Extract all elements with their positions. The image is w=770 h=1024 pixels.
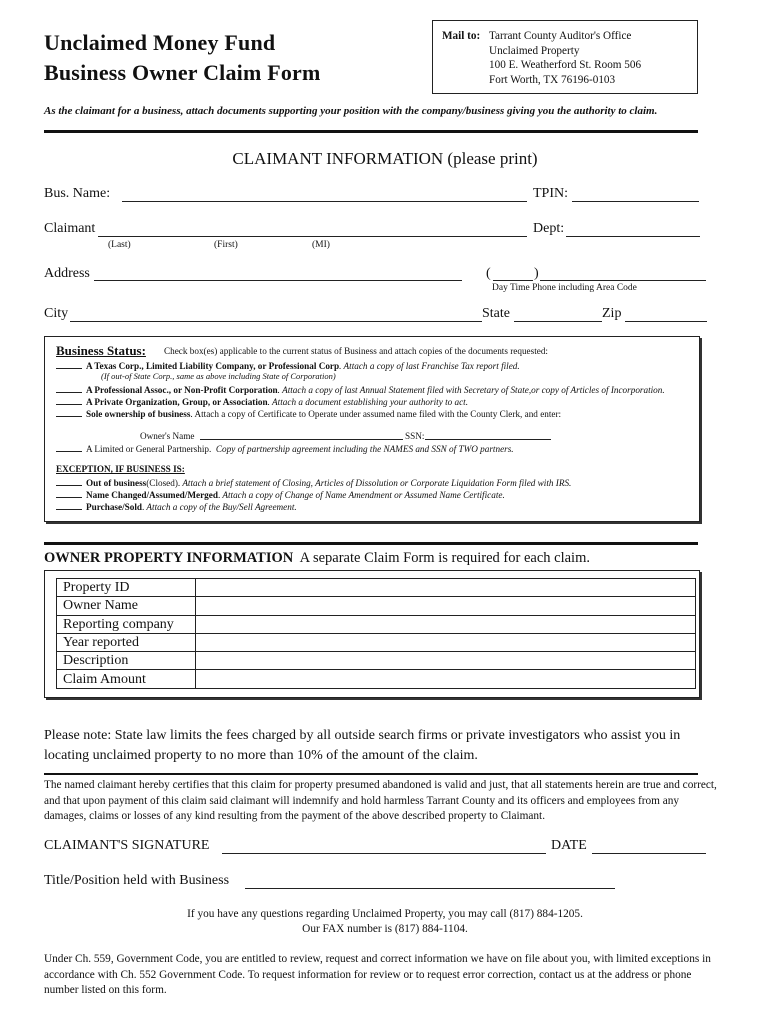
status-item [56,407,561,421]
form-title-line1: Unclaimed Money Fund [44,30,276,55]
mail-line: Tarrant County Auditor's Office [489,30,632,42]
phone-caption: Day Time Phone including Area Code [492,283,637,293]
status-checkbox[interactable] [56,442,82,452]
description-cell[interactable] [196,652,696,670]
status-item-label: A Private Organization, Group, or Association [86,397,268,407]
status-checkbox[interactable] [56,359,82,369]
row-label: Reporting company [57,615,196,633]
zip-field[interactable] [625,321,707,322]
mail-to-box [432,20,698,94]
phone-close-paren: ) [534,266,539,281]
claim-amount-cell[interactable] [196,670,696,688]
tpin-label: TPIN: [533,186,568,201]
owner-name-cell[interactable] [196,597,696,615]
dept-field[interactable] [566,236,700,237]
first-caption: (First) [214,240,238,250]
exception-label: Name Changed/Assumed/Merged [86,490,218,500]
owner-heading-row [44,550,590,567]
row-label: Claim Amount [57,670,196,688]
city-field[interactable] [70,321,482,322]
claimant-label: Claimant [44,221,96,236]
mail-address [489,29,641,87]
mail-to-label: Mail to: [442,30,481,42]
status-item-note: . Attach a copy of last Annual Statement filed with Secretary of State,or copy of Articles of Incorporation. [277,385,665,395]
claimant-name-field[interactable] [98,236,527,237]
status-item-note: . Attach a document establishing your authority to act. [267,397,469,407]
ssn-field[interactable] [425,439,551,440]
exception-plain: (Closed). [146,478,181,488]
reporting-company-cell[interactable] [196,615,696,633]
status-item-label: A Professional Assoc., or Non-Profit Corporation [86,385,278,395]
table-row [57,670,696,688]
city-label: City [44,306,69,321]
title-position-field[interactable] [245,888,615,889]
claimant-heading: CLAIMANT INFORMATION (please print) [232,149,538,168]
date-label: DATE [551,838,587,853]
divider [44,773,698,775]
state-field[interactable] [514,321,602,322]
exception-label: Out of business [86,478,147,488]
status-item-label: Sole ownership of business [86,409,191,419]
property-table [56,578,696,689]
address-label: Address [44,266,90,281]
mail-line: Fort Worth, TX 76196-0103 [489,73,616,86]
partnership-item [56,442,514,456]
property-id-field[interactable] [196,579,696,597]
out-of-state-note: (If out-of State Corp., same as above including State of Corporation) [101,371,336,381]
exception-checkbox[interactable] [56,488,82,498]
table-row [57,615,696,633]
phone-field[interactable] [540,280,706,281]
exception-checkbox[interactable] [56,500,82,510]
exception-label: Purchase/Sold [86,502,142,512]
exception-note: Attach a brief statement of Closing, Articles of Dissolution or Corporate Liquidation Form filed with IRS. [180,478,572,488]
exception-plain: . [217,490,221,500]
owner-heading: OWNER PROPERTY INFORMATION [44,550,294,566]
table-row [57,579,696,597]
row-label: Description [57,652,196,670]
status-checkbox[interactable] [56,383,82,393]
zip-label: Zip [602,306,622,321]
partnership-note: Copy of partnership agreement including the NAMES and SSN of TWO partners. [215,444,514,454]
bus-name-field[interactable] [122,201,527,202]
status-checkbox[interactable] [56,407,82,417]
last-caption: (Last) [108,240,131,250]
owner-subtitle: A separate Claim Form is required for each claim. [299,550,590,566]
table-row [57,597,696,615]
certification-text: The named claimant hereby certifies that this claim for property presumed abandoned is valid and just, that all statements herein are true and correct, and that upon payment of this claim said claimant will indemnify and hold harmless Tarrant County and its officers and employees from any damages, claims or losses of any kind resulting from the payment of the above described property to Claimant. [44,779,717,823]
contact-fax: Our FAX number is (817) 884-1104. [302,923,468,935]
partnership-label: A Limited or General Partnership. [86,444,212,454]
exception-checkbox[interactable] [56,476,82,486]
exception-note: Attach a copy of the Buy/Sell Agreement. [144,502,297,512]
business-status-heading: Business Status: [56,343,146,358]
state-label: State [482,306,510,321]
address-field[interactable] [94,280,462,281]
divider [44,130,698,133]
form-title-line2: Business Owner Claim Form [44,60,321,85]
status-item-label: A Texas Corp., Limited Liability Company, or Professional Corp [86,361,340,371]
table-row [57,652,696,670]
footer-notice: Under Ch. 559, Government Code, you are entitled to review, request and correct information we have on file about you, with limited exceptions in accordance with Ch. 552 Government Code. To request information for review or to request error correction, contact us at the address or phone number listed on this form. [44,953,711,997]
exception-heading: EXCEPTION, IF BUSINESS IS: [56,464,185,474]
tpin-field[interactable] [572,201,699,202]
exception-plain: . [142,502,145,512]
business-status-intro: Check box(es) applicable to the current status of Business and attach copies of the documents requested: [164,346,548,356]
bus-name-label: Bus. Name: [44,186,111,201]
contact-phone: If you have any questions regarding Unclaimed Property, you may call (817) 884-1205. [187,908,583,920]
mi-caption: (MI) [312,240,330,250]
owner-name-field[interactable] [200,439,403,440]
owner-name-label: Owner's Name [140,431,195,441]
phone-open-paren: ( [486,266,491,281]
exception-item [56,500,297,514]
mail-line: 100 E. Weatherford St. Room 506 [489,59,642,72]
signature-field[interactable] [222,853,546,854]
year-reported-cell[interactable] [196,633,696,651]
row-label: Year reported [57,633,196,651]
date-field[interactable] [592,853,706,854]
mail-line: Unclaimed Property [489,44,580,57]
signature-label: CLAIMANT'S SIGNATURE [44,838,210,853]
divider [44,542,698,545]
row-label: Owner Name [57,597,196,615]
status-checkbox[interactable] [56,395,82,405]
title-position-label: Title/Position held with Business [44,873,230,888]
status-item-note: . Attach a copy of Certificate to Operate under assumed name filed with the County Clerk, and enter: [190,409,562,419]
dept-label: Dept: [533,221,565,236]
fee-note: Please note: State law limits the fees charged by all outside search firms or private investigators who assist you in locating unclaimed property to no more than 10% of the amount of the claim. [44,728,681,763]
exception-note: Attach a copy of Change of Name Amendment or Assumed Name Certificate. [220,490,505,500]
status-item-note: . Attach a copy of last Franchise Tax report filed. [339,361,520,371]
area-code-field[interactable] [493,280,533,281]
ssn-label: SSN: [405,431,425,441]
row-label: Property ID [57,579,196,597]
table-row [57,633,696,651]
tagline: As the claimant for a business, attach documents supporting your position with the company/business giving you the authority to claim. [44,105,658,117]
